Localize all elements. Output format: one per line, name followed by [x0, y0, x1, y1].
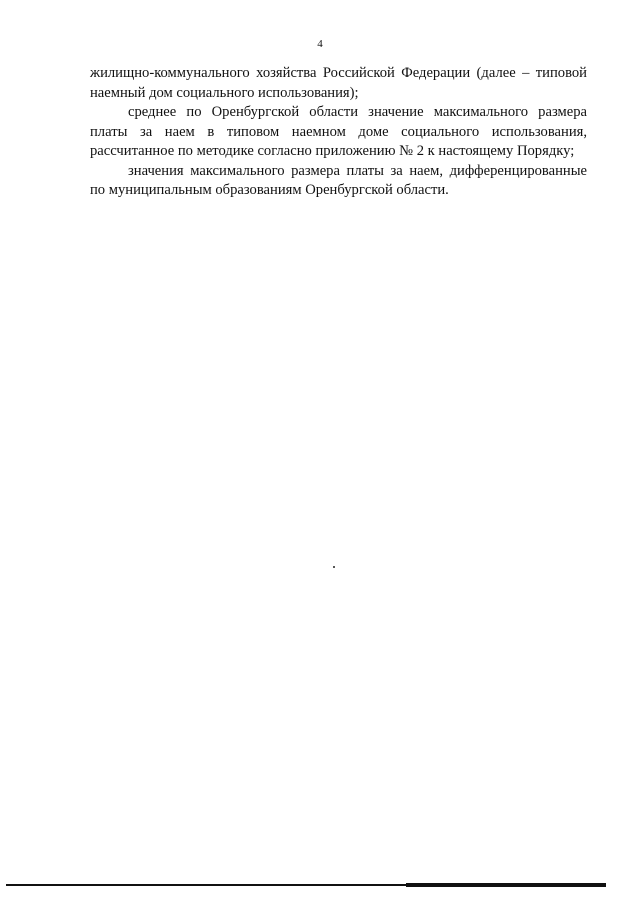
document-body — [90, 64, 587, 201]
paragraph-differentiated-values: значения максимального размера платы за наем, дифференцированные по муниципальным образованиям Оренбургской области. — [90, 162, 587, 198]
bottom-scan-edge-line — [6, 884, 606, 886]
page-number: 4 — [317, 38, 323, 50]
scan-speck — [333, 566, 335, 568]
paragraph-continuation: жилищно-коммунального хозяйства Российской Федерации (далее – типовой наемный дом социального использования); — [90, 65, 587, 101]
paragraph-average-value: среднее по Оренбургской области значение максимального размера платы за наем в типовом наемном доме социального использования, рассчитанное по методике согласно приложению № 2 к настоящему Порядку; — [90, 104, 587, 159]
